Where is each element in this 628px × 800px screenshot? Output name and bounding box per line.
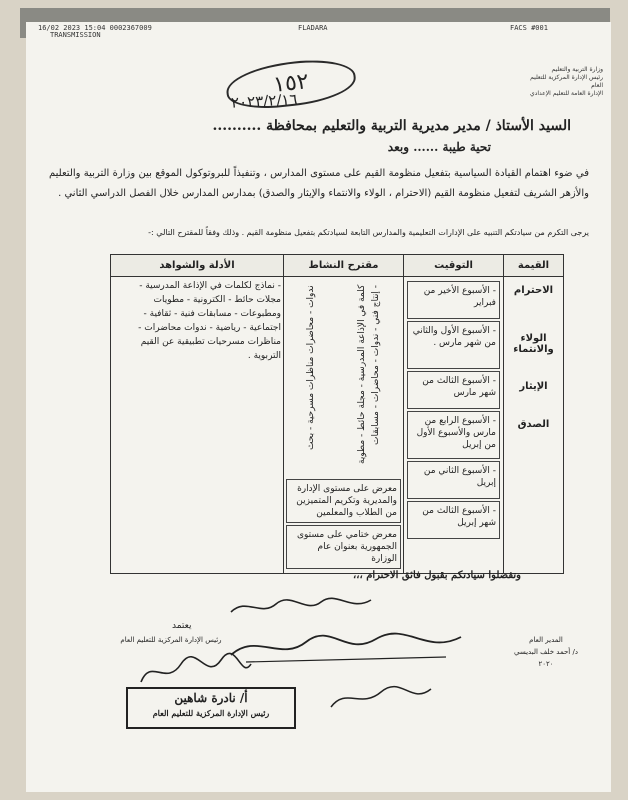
signature-scribble-main — [226, 627, 466, 667]
timing-item: - الأسبوع الثاني من إبريل — [407, 461, 500, 499]
timing-item: - الأسبوع الأول والثاني من شهر مارس . — [407, 321, 500, 369]
activity-column — [284, 277, 404, 574]
signature-scribble-left — [136, 652, 256, 692]
closing-line: وتفضلوا سيادتكم بقبول فائق الاحترام ،،، — [353, 570, 521, 581]
signature-area — [26, 592, 611, 762]
table-row — [111, 277, 564, 574]
header-activity: مقترح النشاط — [284, 255, 404, 277]
request-paragraph: يرجى التكرم من سيادتكم التنبيه على الإدارات التعليمية والمدارس التابعة لسيادتكم بتفعيل منظومة القيم . وذلك وفقاً للمقترح التالي :- — [148, 228, 589, 237]
fax-center: FLADARA — [298, 24, 328, 32]
signature-scribble-bottom — [326, 677, 436, 717]
activity-rotated-2: ندوات - محاضرات مناظرات مسرحية - بحث — [306, 285, 317, 450]
values-column — [504, 277, 564, 574]
activity-exhibit: معرض على مستوى الإدارة والمديرية وتكريم المتميزين من الطلاب والمعلمين — [286, 479, 401, 523]
addressee: السيد الأستاذ / مدير مديرية التربية والتعليم بمحافظة .......... — [212, 118, 571, 134]
official-stamp — [126, 687, 296, 729]
approval-note: يعتمد — [172, 621, 192, 631]
value-respect: الاحترام — [513, 285, 554, 296]
fax-transmission: TRANSMISSION — [50, 31, 101, 39]
greeting: تحية طيبة ...... وبعد — [387, 140, 491, 154]
values-table — [110, 254, 564, 574]
ministry-line-3: الإدارة العامة للتعليم الإعدادي — [529, 90, 603, 97]
activity-final: معرض ختامي على مستوى الجمهورية بعنوان عام الوزارة — [286, 525, 401, 569]
header-evidence: الأدلة والشواهد — [111, 255, 284, 277]
fax-right: FACS #001 — [510, 24, 548, 32]
ministry-line-1: وزارة التربية والتعليم — [551, 66, 603, 73]
timing-item: - الأسبوع الرابع من مارس والأسبوع الأول من إبريل — [407, 411, 500, 459]
ministry-header — [517, 66, 603, 98]
header-timing: التوقيت — [404, 255, 504, 277]
value-honesty: الصدق — [517, 419, 550, 430]
fax-header — [30, 24, 607, 38]
timing-column — [404, 277, 504, 574]
right-signatory-name: د/ أحمد خلف البديسي — [514, 648, 578, 656]
header-value: القيمة — [504, 255, 564, 277]
fax-timestamp: 16/02 2023 15:04 0002367009 — [38, 24, 152, 32]
table-header-row — [111, 255, 564, 277]
evidence-column: - نماذج لكلمات في الإذاعة المدرسية - مجلات حائط - الكترونية - مطويات ومطبوعات - مسابقات فنية - ثقافية - اجتماعية - رياضية - ندوات محاضرات - مناظرات مسرحيات تطبيقية عن القيم التربوية . — [111, 277, 284, 574]
timing-item: - الأسبوع الأخير من فبراير — [407, 281, 500, 319]
timing-item: - الأسبوع الثالث من شهر إبريل — [407, 501, 500, 539]
document-page — [26, 22, 611, 792]
right-signatory-year: ٢٠٢٠ — [538, 660, 554, 668]
activity-rotated-1: كلمة في الإذاعة المدرسية - مجلة حائط - مطوية - إنتاج فني - ندوات - محاضرات - مسابقات — [356, 285, 381, 465]
left-signatory-title: رئيس الإدارة المركزية للتعليم العام — [120, 636, 222, 644]
handwritten-date: ٢٠٢٣/٢/١٦ — [230, 90, 298, 112]
intro-paragraph: في ضوء اهتمام القيادة السياسية بتفعيل منظومة القيم على مستوى المدارس ، وتنفيذاً للبروتوكول الموقع بين وزارة التربية والتعليم والأزهر الشريف لتفعيل منظومة القيم (الاحترام ، الولاء والانتماء والإيثار والصدق) بمدارس المدارس خلال الفصل الدراسي الثاني . — [49, 168, 589, 199]
value-altruism: الإيثار — [519, 381, 548, 392]
stamp-line-1: أ/ نادرة شاهين — [174, 691, 248, 705]
value-loyalty: الولاء والانتماء — [513, 333, 554, 355]
ministry-line-2: رئيس الإدارة المركزية للتعليم العام — [530, 74, 603, 89]
stamp-line-2: رئيس الإدارة المركزية للتعليم العام — [152, 708, 270, 718]
timing-item: - الأسبوع الثالث من شهر مارس — [407, 371, 500, 409]
handwritten-number: ١٥٢ — [224, 55, 358, 112]
signature-scribble-top — [226, 592, 376, 622]
right-signatory-title: المدير العام — [529, 636, 563, 644]
